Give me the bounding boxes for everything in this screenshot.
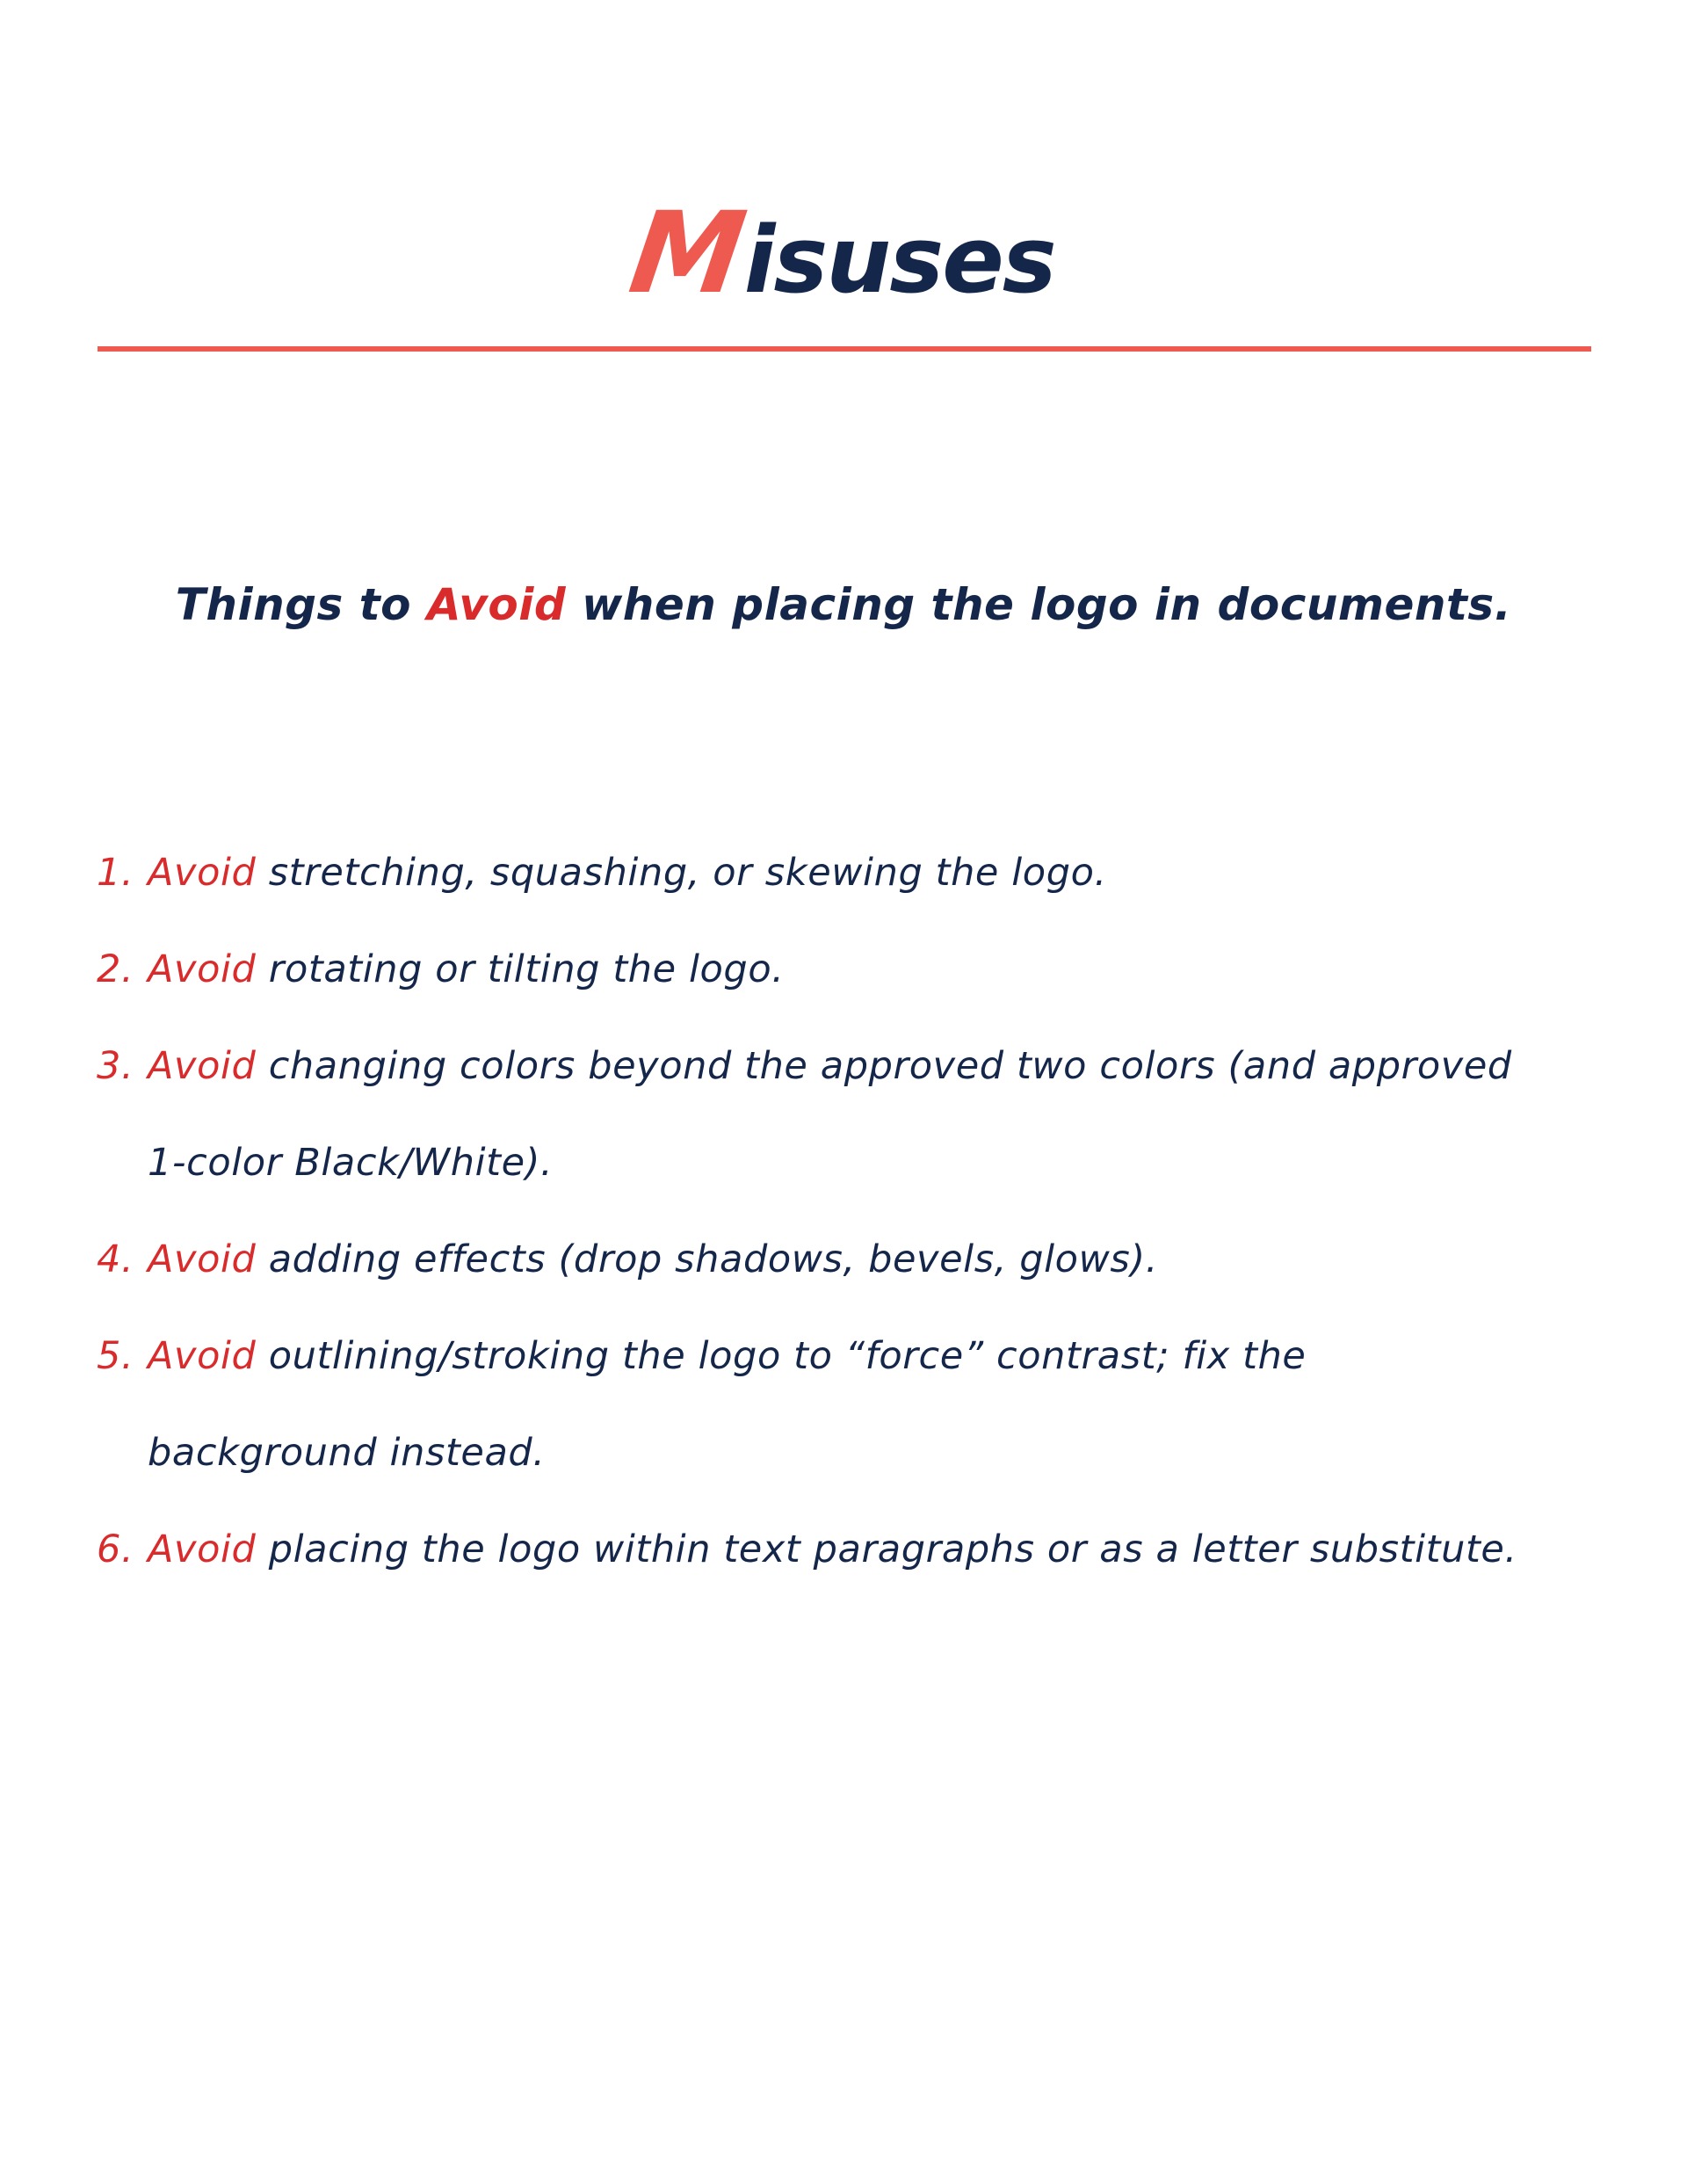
- list-item-keyword: Avoid: [148, 1334, 257, 1378]
- list-item-keyword: Avoid: [148, 947, 257, 991]
- list-item-keyword: Avoid: [148, 851, 257, 895]
- list-item-number: 1.: [97, 851, 134, 895]
- page-title: [0, 188, 1687, 319]
- list-item-number: 2.: [97, 947, 134, 991]
- subtitle-lead: Things to: [175, 579, 427, 630]
- subtitle: [0, 578, 1687, 631]
- list-item-keyword: Avoid: [148, 1237, 257, 1281]
- list-item-keyword: Avoid: [148, 1044, 257, 1088]
- subtitle-highlight: Avoid: [426, 579, 567, 630]
- list-item-number: 4.: [97, 1237, 134, 1281]
- page-title-rest: isuses: [743, 207, 1055, 314]
- page-title-initial: M: [622, 188, 754, 319]
- list-item-text: outlining/stroking the logo to “force” contrast; fix the background instead.: [148, 1334, 1307, 1475]
- list-item: [97, 1308, 1538, 1501]
- list-item-number: 5.: [97, 1334, 134, 1378]
- list-item: [97, 1018, 1538, 1211]
- list-item-text: placing the logo within text paragraphs or as a letter substitute.: [256, 1527, 1517, 1571]
- list-item-keyword: Avoid: [148, 1527, 257, 1571]
- misuse-list: [97, 824, 1538, 1598]
- list-item: [97, 824, 1538, 921]
- list-item-text: rotating or tilting the logo.: [256, 947, 785, 991]
- subtitle-tail: when placing the logo in documents.: [566, 579, 1512, 630]
- list-item: [97, 1211, 1538, 1308]
- list-item: [97, 921, 1538, 1018]
- title-divider: [98, 346, 1591, 352]
- list-item: [97, 1501, 1538, 1598]
- list-item-text: stretching, squashing, or skewing the logo.: [256, 851, 1107, 895]
- list-item-text: adding effects (drop shadows, bevels, glows).: [256, 1237, 1158, 1281]
- list-item-number: 6.: [97, 1527, 134, 1571]
- list-item-number: 3.: [97, 1044, 134, 1088]
- list-item-text: changing colors beyond the approved two colors (and approved 1-color Black/White).: [148, 1044, 1512, 1185]
